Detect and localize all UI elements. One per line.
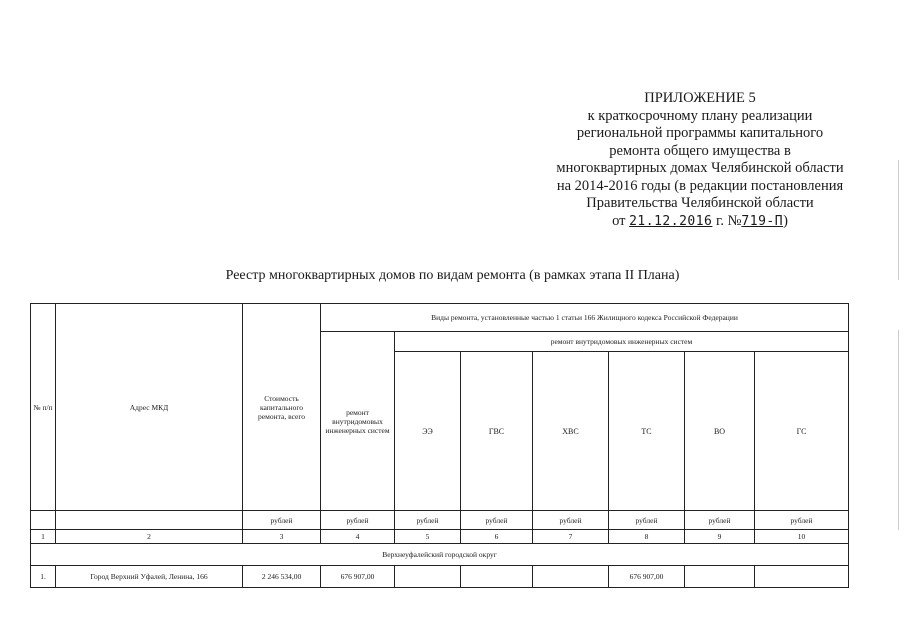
header-system-hvs: ХВС [533, 352, 609, 511]
appendix-line: ПРИЛОЖЕНИЕ 5 [644, 90, 756, 106]
column-number: 8 [609, 530, 685, 544]
unit-cell: рублей [533, 511, 609, 530]
units-empty [31, 511, 56, 530]
column-number: 6 [461, 530, 533, 544]
registry-table [30, 303, 849, 588]
order-prefix: от [612, 212, 626, 229]
header-engineering-total: ремонт внутридомовых инженерных систем [321, 332, 395, 511]
column-number: 10 [755, 530, 849, 544]
row-ee [395, 566, 461, 588]
column-number: 3 [243, 530, 321, 544]
row-num: 1. [31, 566, 56, 588]
row-vo [685, 566, 755, 588]
column-number: 5 [395, 530, 461, 544]
order-reference [500, 213, 900, 231]
row-address: Город Верхний Уфалей, Ленина, 166 [56, 566, 243, 588]
unit-cell: рублей [395, 511, 461, 530]
units-empty [56, 511, 243, 530]
column-number: 9 [685, 530, 755, 544]
unit-cell: рублей [755, 511, 849, 530]
header-system-gvs: ГВС [461, 352, 533, 511]
appendix-line: к краткосрочному плану реализации [587, 107, 813, 124]
scan-artifact [898, 160, 899, 280]
order-number: 719-П [741, 213, 784, 229]
header-repair-types: Виды ремонта, установленные частью 1 статьи 166 Жилищного кодекса Российской Федерации [321, 304, 849, 332]
unit-cell: рублей [461, 511, 533, 530]
district-row: Верхнеуфалейский городской округ [31, 544, 849, 566]
unit-cell: рублей [609, 511, 685, 530]
unit-cell: рублей [243, 511, 321, 530]
row-engineering-total: 676 907,00 [321, 566, 395, 588]
appendix-header [500, 90, 900, 230]
column-number: 1 [31, 530, 56, 544]
row-total: 2 246 534,00 [243, 566, 321, 588]
unit-cell: рублей [321, 511, 395, 530]
header-system-ts: ТС [609, 352, 685, 511]
row-gs [755, 566, 849, 588]
appendix-line: многоквартирных домах Челябинской области [556, 160, 844, 176]
row-gvs [461, 566, 533, 588]
table-row [31, 566, 849, 588]
appendix-line: Правительства Челябинской области [586, 195, 814, 211]
header-engineering-group: ремонт внутридомовых инженерных систем [395, 332, 849, 352]
registry-title: Реестр многоквартирных домов по видам ремонта (в рамках этапа II Плана) [225, 268, 680, 283]
header-address: Адрес МКД [56, 304, 243, 511]
row-ts: 676 907,00 [609, 566, 685, 588]
header-system-vo: ВО [685, 352, 755, 511]
scan-artifact [898, 330, 899, 530]
column-number: 7 [533, 530, 609, 544]
header-system-ee: ЭЭ [395, 352, 461, 511]
order-date: 21.12.2016 [629, 213, 713, 229]
header-num: № п/п [31, 304, 56, 511]
header-system-gs: ГС [755, 352, 849, 511]
order-mid: г. № [716, 212, 742, 229]
appendix-line: ремонта общего имущества в [609, 142, 791, 159]
header-total-cost: Стоимость капитального ремонта, всего [243, 304, 321, 511]
column-number: 2 [56, 530, 243, 544]
unit-cell: рублей [685, 511, 755, 530]
order-suffix: ) [783, 212, 788, 229]
column-number: 4 [321, 530, 395, 544]
row-hvs [533, 566, 609, 588]
appendix-line: на 2014-2016 годы (в редакции постановления [556, 177, 844, 194]
appendix-line: региональной программы капитального [576, 125, 824, 141]
